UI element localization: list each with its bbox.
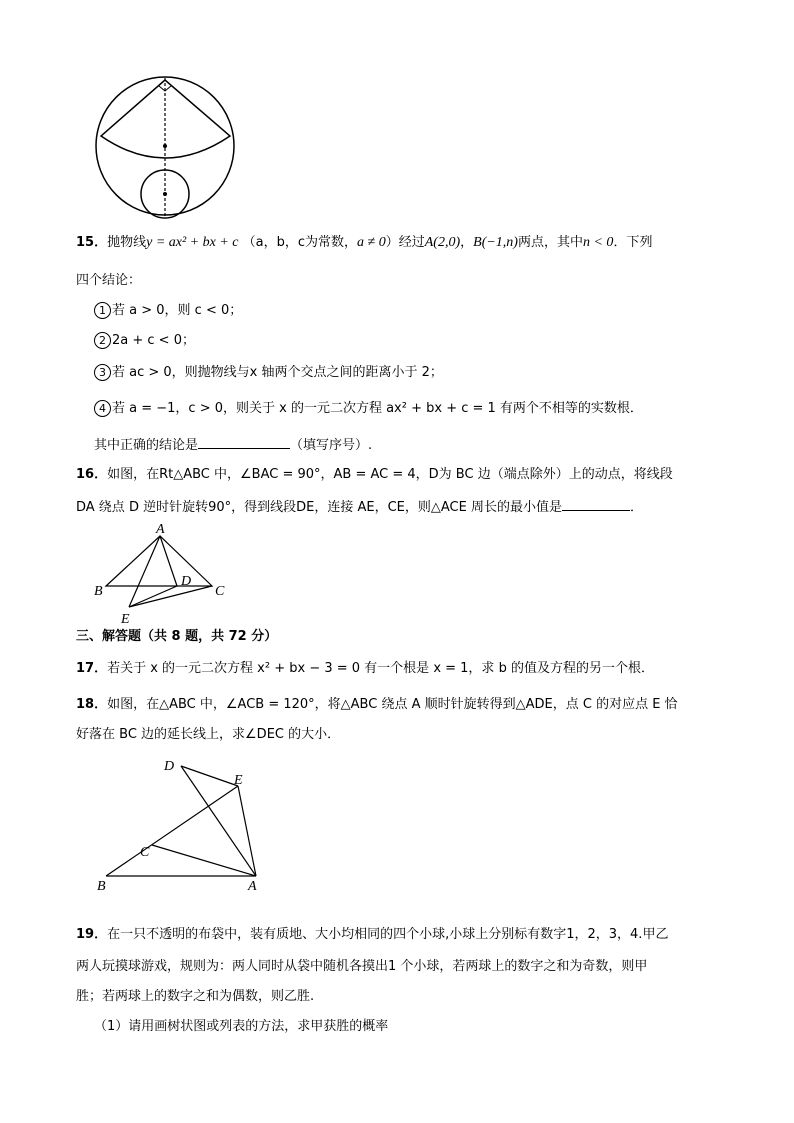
label-C: C	[215, 584, 225, 599]
label-D: D	[164, 759, 175, 774]
answer-blank	[198, 436, 290, 449]
q15-answer-line: 其中正确的结论是 （填写序号）.	[94, 438, 373, 453]
q15-opt3: 3 若 ac > 0，则抛物线与x 轴两个交点之间的距离小于 2；	[94, 364, 443, 382]
q16-line1: 16．如图，在Rt△ABC 中，∠BAC = 90°，AB = AC = 4，D为 BC 边（端点除外）上的动点，将线段	[76, 467, 673, 482]
q18-line2: 好落在 BC 边的延长线上，求∠DEC 的大小．	[76, 727, 341, 742]
label-A: A	[156, 522, 165, 537]
q15-line1: 15．抛物线y = ax² + bx + c （a，b，c为常数，a ≠ 0）经过A(2,0)，B(−1,n)两点，其中n < 0．下列	[76, 235, 653, 250]
q15-opt2: 2 2a + c < 0；	[94, 332, 195, 350]
circle-sector-figure	[92, 74, 242, 222]
q18-line1: 18．如图，在△ABC 中，∠ACB = 120°，将△ABC 绕点 A 顺时针旋转得到△ADE，点 C 的对应点 E 恰	[76, 697, 678, 712]
label-A: A	[248, 879, 257, 890]
label-D: D	[181, 574, 192, 589]
q16-line2: DA 绕点 D 逆时针旋转90°，得到线段DE，连接 AE，CE，则△ACE 周长的最小值是 ．	[76, 500, 643, 515]
triangle-rotation-figure-q18	[92, 754, 272, 890]
q19-line3: 胜；若两球上的数字之和为偶数，则乙胜.	[76, 989, 315, 1004]
q15-opt1: 1 若 a > 0，则 c < 0；	[94, 302, 242, 320]
answer-blank	[562, 498, 630, 511]
q17-line: 17．若关于 x 的一元二次方程 x² + bx − 3 = 0 有一个根是 x = 1，求 b 的值及方程的另一个根．	[76, 661, 654, 676]
section-heading: 三、解答题（共 8 题，共 72 分）	[76, 629, 278, 644]
q19-line1: 19．在一只不透明的布袋中，装有质地、大小均相同的四个小球,小球上分别标有数字1，2，3，4.甲乙	[76, 927, 669, 942]
q15-opt4: 4 若 a = −1，c > 0，则关于 x 的一元二次方程 ax² + bx + c = 1 有两个不相等的实数根．	[94, 400, 643, 418]
q19-line2: 两人玩摸球游戏，规则为：两人同时从袋中随机各摸出1 个小球，若两球上的数字之和为奇数，则甲	[76, 959, 648, 974]
label-C: C	[140, 845, 150, 860]
label-E: E	[121, 612, 130, 627]
label-B: B	[97, 879, 106, 890]
q15-line2: 四个结论：	[76, 273, 142, 288]
triangle-abc-figure-q16	[92, 522, 242, 628]
label-B: B	[94, 584, 103, 599]
label-E: E	[234, 773, 243, 788]
q19-sub1: （1）请用画树状图或列表的方法，求甲获胜的概率	[94, 1019, 389, 1034]
